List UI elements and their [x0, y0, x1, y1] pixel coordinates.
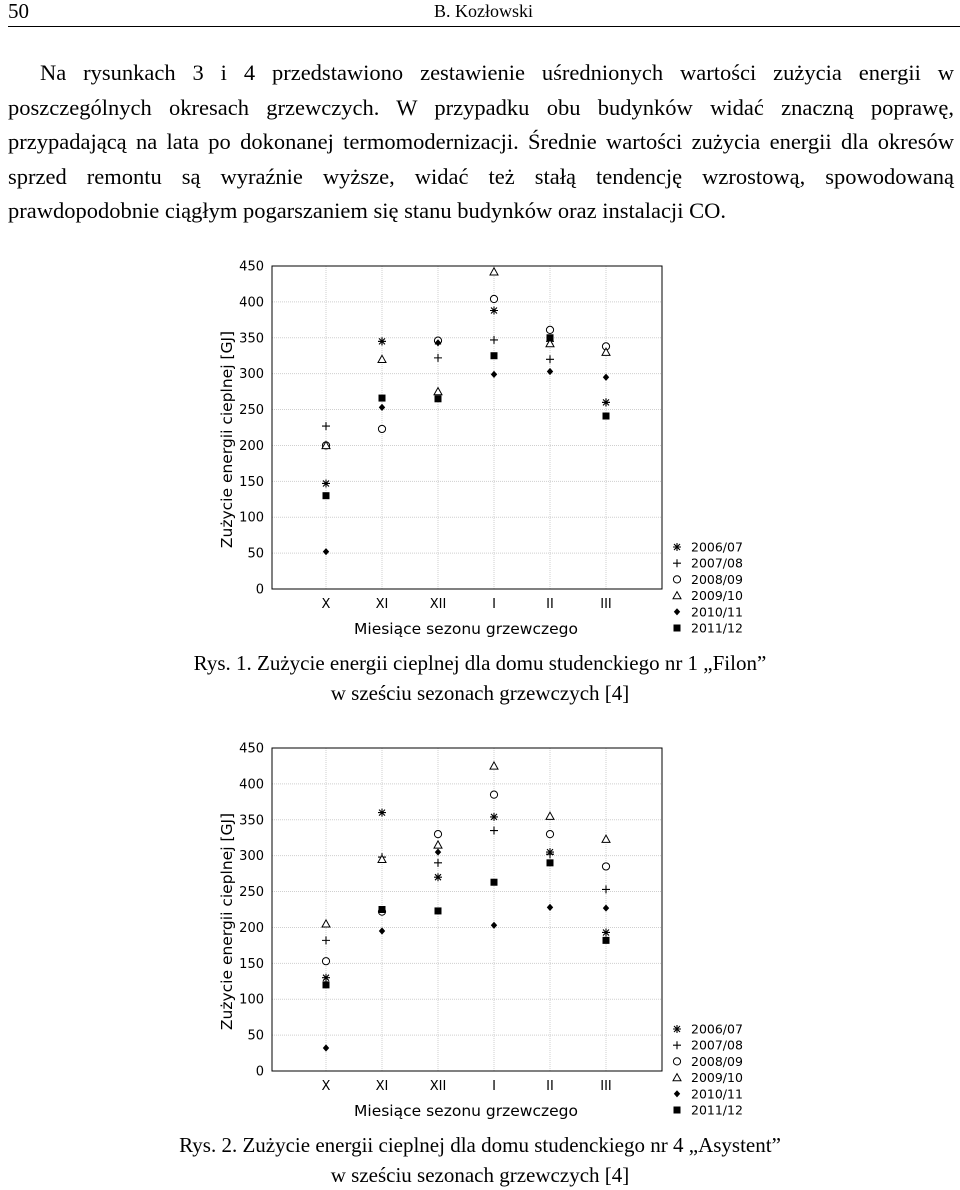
data-point-triangle: [490, 268, 498, 275]
chart-legend: [673, 1022, 743, 1118]
y-tick-label: 450: [239, 741, 264, 757]
x-tick-label: XII: [429, 597, 447, 612]
data-point-asterisk: [490, 813, 498, 821]
legend-label: 2008/09: [691, 571, 743, 587]
figure-2-caption-line-2: w sześciu sezonach grzewczych [4]: [330, 1163, 630, 1187]
data-point-square: [435, 395, 442, 402]
y-tick-label: 400: [239, 295, 264, 311]
body-paragraph: Na rysunkach 3 i 4 przedstawiono zestawienie uśrednionych wartości zużycia energii w poszczególnych okresach grzewczych. W przypadku obu budynków widać znaczną poprawę, przypadającą na lata po dokonanej termomodernizacji. Średnie wartości zużycia energii dla okresów sprzed remontu są wyraźnie wyższe, widać też stałą tendencję wzrostową, spowodowaną prawdopodobnie ciągłym pogarszaniem się stanu budynków oraz instalacji CO.: [8, 60, 954, 223]
figure-2-caption: [0, 1130, 960, 1190]
data-point-square: [547, 859, 554, 866]
data-point-circle: [434, 831, 441, 838]
x-tick-label: XI: [375, 597, 389, 612]
data-point-square: [547, 334, 554, 341]
y-tick-label: 200: [239, 920, 264, 936]
legend-label: 2006/07: [691, 1021, 743, 1037]
x-tick-label: X: [321, 597, 331, 612]
data-point-square: [491, 879, 498, 886]
y-tick-label: 50: [247, 1028, 264, 1044]
legend-label: 2009/10: [691, 588, 743, 604]
data-point-triangle: [490, 762, 498, 769]
data-point-square: [379, 906, 386, 913]
legend-label: 2010/11: [691, 1086, 743, 1102]
data-point-asterisk: [490, 307, 498, 315]
running-head: B. Kozłowski: [434, 1, 533, 21]
x-axis-label: Miesiące sezonu grzewczego: [354, 620, 578, 638]
y-tick-label: 300: [239, 367, 264, 383]
data-point-triangle: [434, 388, 442, 395]
data-point-diamond: [323, 1044, 329, 1051]
legend-label: 2011/12: [691, 1102, 743, 1118]
y-tick-label: 100: [239, 510, 264, 526]
data-point-square: [603, 413, 610, 420]
data-point-circle: [322, 958, 329, 965]
figure-1-caption-line-2: w sześciu sezonach grzewczych [4]: [330, 681, 630, 705]
data-point-triangle: [434, 841, 442, 848]
legend-marker-diamond: [674, 608, 680, 615]
data-points: [322, 268, 610, 556]
y-tick-label: 450: [239, 259, 264, 275]
data-point-square: [435, 907, 442, 914]
figure-1-caption: [0, 648, 960, 708]
legend-marker-square: [674, 1107, 681, 1114]
page-number: 50: [8, 0, 29, 23]
plot-area-frame: [272, 748, 662, 1071]
chart-grid: [272, 266, 662, 589]
y-tick-label: 0: [255, 582, 264, 598]
data-point-diamond: [603, 904, 609, 911]
x-tick-label: II: [546, 597, 554, 612]
legend-marker-asterisk: [673, 1025, 681, 1033]
data-point-circle: [602, 863, 609, 870]
y-tick-label: 400: [239, 777, 264, 793]
data-point-circle: [490, 791, 497, 798]
data-point-triangle: [378, 855, 386, 862]
legend-label: 2011/12: [691, 620, 743, 636]
legend-label: 2009/10: [691, 1070, 743, 1086]
figure-1-chart: [0, 258, 960, 648]
chart-legend: [673, 540, 743, 636]
legend-marker-plus: [673, 1041, 681, 1049]
x-tick-label: I: [492, 1079, 496, 1094]
y-tick-label: 300: [239, 849, 264, 865]
y-axis-label: Zużycie energii cieplnej [GJ]: [218, 812, 236, 1031]
y-tick-label: 150: [239, 474, 264, 490]
data-point-square: [323, 492, 330, 499]
y-tick-label: 250: [239, 403, 264, 419]
legend-marker-square: [674, 625, 681, 632]
y-tick-label: 350: [239, 331, 264, 347]
data-point-triangle: [546, 812, 554, 819]
data-point-plus: [322, 422, 330, 430]
y-tick-label: 0: [255, 1064, 264, 1080]
data-point-asterisk: [602, 928, 610, 936]
chart-grid: [272, 748, 662, 1071]
data-point-diamond: [323, 548, 329, 555]
data-point-plus: [434, 354, 442, 362]
data-point-plus: [602, 885, 610, 893]
y-tick-label: 200: [239, 438, 264, 454]
x-tick-label: I: [492, 597, 496, 612]
y-tick-label: 250: [239, 885, 264, 901]
x-axis-label: Miesiące sezonu grzewczego: [354, 1102, 578, 1120]
x-tick-label: III: [600, 597, 612, 612]
data-point-asterisk: [378, 809, 386, 817]
data-point-plus: [322, 936, 330, 944]
data-point-circle: [546, 831, 553, 838]
legend-marker-triangle: [673, 1074, 681, 1081]
data-point-square: [603, 937, 610, 944]
data-point-circle: [490, 295, 497, 302]
data-point-asterisk: [322, 974, 330, 982]
x-tick-label: III: [600, 1079, 612, 1094]
legend-marker-diamond: [674, 1090, 680, 1097]
x-tick-label: II: [546, 1079, 554, 1094]
legend-label: 2010/11: [691, 604, 743, 620]
data-points: [322, 762, 610, 1052]
data-point-square: [491, 352, 498, 359]
x-tick-label: XII: [429, 1079, 447, 1094]
y-tick-label: 150: [239, 956, 264, 972]
data-point-triangle: [602, 835, 610, 842]
data-point-diamond: [435, 848, 441, 855]
data-point-plus: [546, 850, 554, 858]
data-point-square: [379, 395, 386, 402]
figure-2-caption-line-1: Rys. 2. Zużycie energii cieplnej dla domu studenckiego nr 4 „Asystent”: [179, 1133, 781, 1157]
data-point-triangle: [378, 355, 386, 362]
legend-label: 2007/08: [691, 1037, 743, 1053]
y-tick-label: 100: [239, 992, 264, 1008]
data-point-plus: [546, 355, 554, 363]
data-point-triangle: [322, 920, 330, 927]
data-point-plus: [434, 859, 442, 867]
legend-label: 2007/08: [691, 555, 743, 571]
legend-label: 2006/07: [691, 539, 743, 555]
x-tick-label: X: [321, 1079, 331, 1094]
plot-area-frame: [272, 266, 662, 589]
data-point-square: [323, 981, 330, 988]
data-point-asterisk: [322, 479, 330, 487]
y-tick-label: 50: [247, 546, 264, 562]
data-point-diamond: [379, 927, 385, 934]
legend-marker-circle: [673, 576, 680, 583]
data-point-plus: [490, 336, 498, 344]
data-point-circle: [378, 425, 385, 432]
data-point-plus: [490, 827, 498, 835]
figure-1-caption-line-1: Rys. 1. Zużycie energii cieplnej dla domu studenckiego nr 1 „Filon”: [193, 651, 767, 675]
legend-marker-circle: [673, 1058, 680, 1065]
legend-marker-triangle: [673, 592, 681, 599]
data-point-asterisk: [434, 873, 442, 881]
x-tick-label: XI: [375, 1079, 389, 1094]
data-point-diamond: [603, 374, 609, 381]
data-point-diamond: [547, 904, 553, 911]
figure-2-chart: [0, 740, 960, 1130]
data-point-diamond: [491, 371, 497, 378]
data-point-circle: [546, 326, 553, 333]
page-header: [8, 0, 960, 27]
y-axis-label: Zużycie energii cieplnej [GJ]: [218, 330, 236, 549]
legend-marker-plus: [673, 559, 681, 567]
y-tick-label: 350: [239, 813, 264, 829]
legend-marker-asterisk: [673, 543, 681, 551]
legend-label: 2008/09: [691, 1053, 743, 1069]
